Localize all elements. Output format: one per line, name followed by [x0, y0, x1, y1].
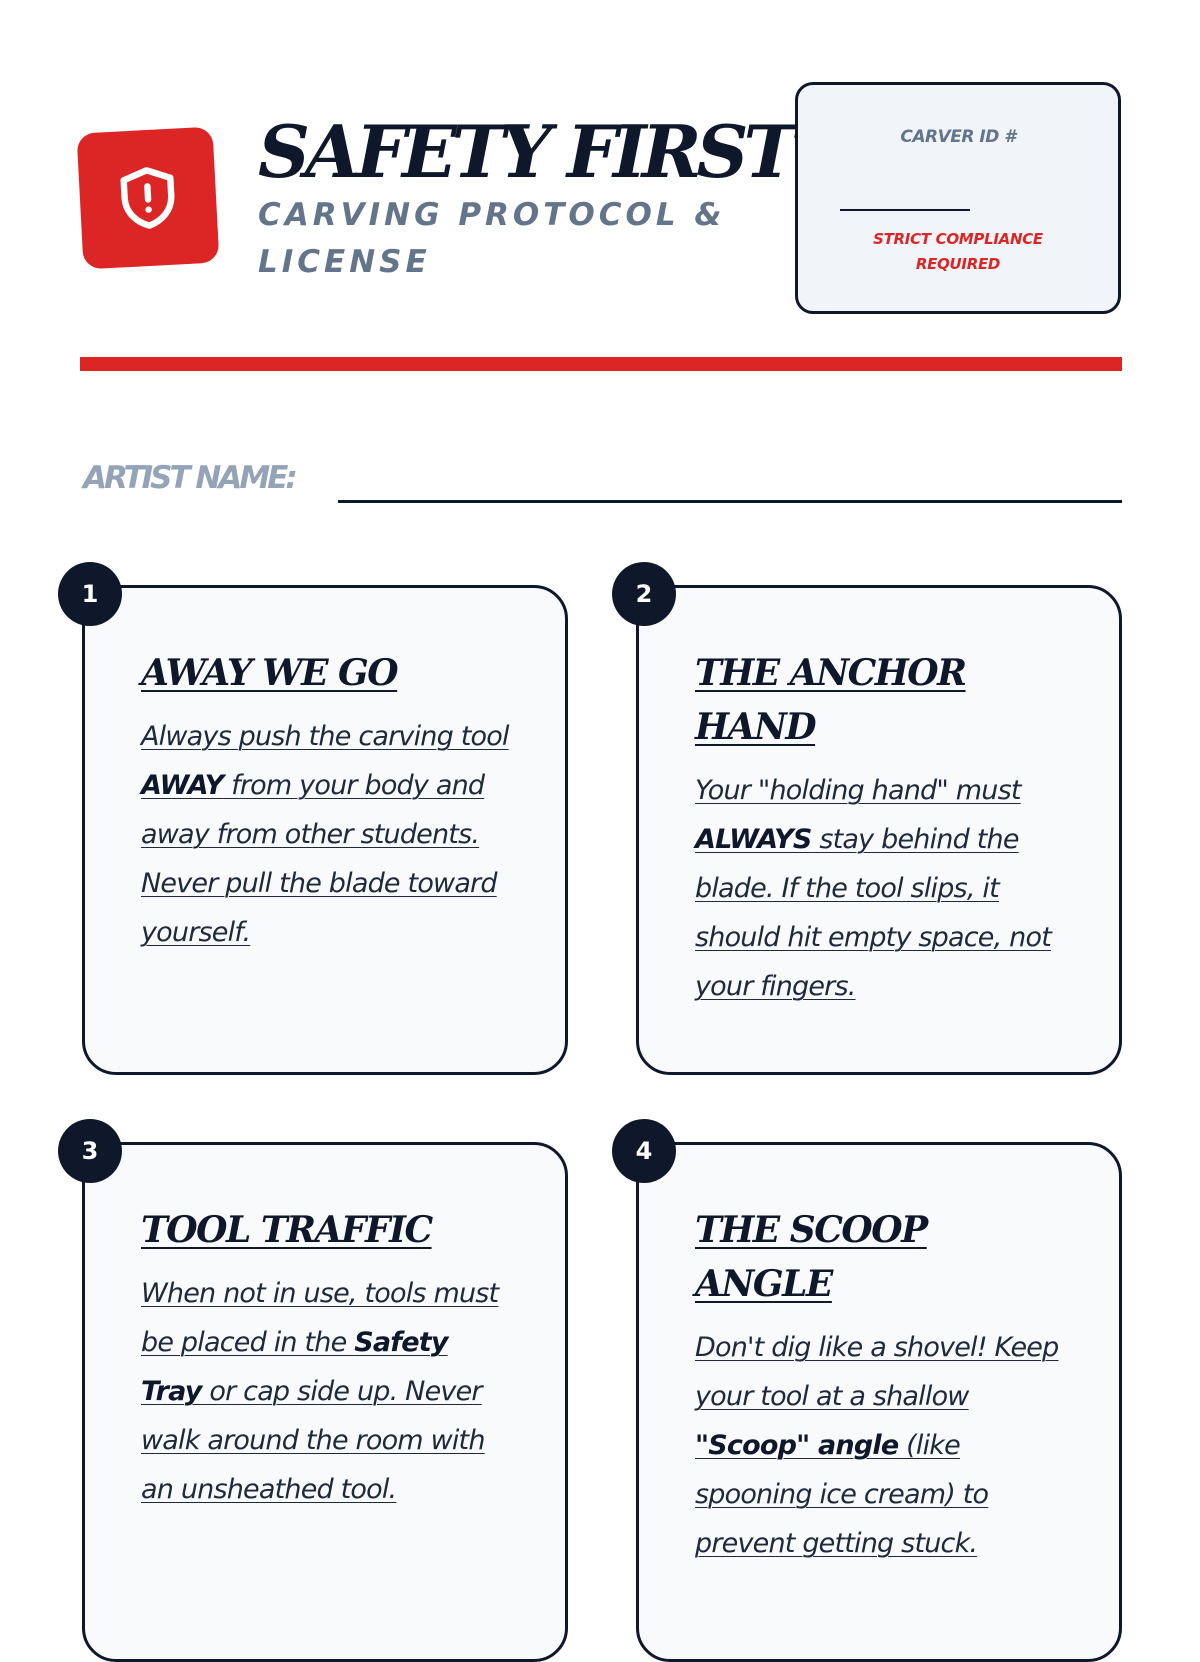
- rule-card-2: [636, 585, 1122, 1075]
- rule-card-body: Don't dig like a shovel! Keep your tool at a shallow "Scoop" angle (like spooning ice cream) to prevent getting stuck.: [695, 1323, 1069, 1568]
- rule-number-badge: 3: [58, 1119, 122, 1183]
- rule-card-title: TOOL TRAFFIC: [141, 1203, 515, 1257]
- rule-number-badge: 2: [612, 562, 676, 626]
- carver-id-card: [795, 82, 1121, 314]
- page-subtitle: CARVING PROTOCOL & LICENSE: [258, 192, 758, 286]
- rule-card-1: [82, 585, 568, 1075]
- artist-name-label: ARTIST NAME:: [83, 460, 295, 496]
- rule-card-4: [636, 1142, 1122, 1662]
- rule-card-title: THE SCOOP ANGLE: [695, 1203, 1069, 1311]
- carver-id-label: CARVER ID #: [798, 127, 1118, 147]
- artist-name-field[interactable]: [338, 500, 1122, 503]
- rule-card-body: When not in use, tools must be placed in the Safety Tray or cap side up. Never walk around the room with an unsheathed tool.: [141, 1269, 515, 1514]
- rule-card-title: AWAY WE GO: [141, 646, 515, 700]
- rule-card-body: Your "holding hand" must ALWAYS stay behind the blade. If the tool slips, it should hit empty space, not your fingers.: [695, 766, 1069, 1011]
- rule-number-badge: 4: [612, 1119, 676, 1183]
- carver-id-field[interactable]: [840, 209, 970, 211]
- compliance-note: STRICT COMPLIANCE REQUIRED: [838, 227, 1078, 277]
- page-title: SAFETY FIRST: [258, 112, 792, 192]
- logo-badge: [77, 127, 220, 270]
- rule-card-title: THE ANCHOR HAND: [695, 646, 1069, 754]
- rule-card-body: Always push the carving tool AWAY from your body and away from other students. Never pull the blade toward yourself.: [141, 712, 515, 957]
- header-divider: [80, 357, 1122, 371]
- rule-number-badge: 1: [58, 562, 122, 626]
- rule-card-3: [82, 1142, 568, 1662]
- shield-alert-icon: [111, 161, 185, 235]
